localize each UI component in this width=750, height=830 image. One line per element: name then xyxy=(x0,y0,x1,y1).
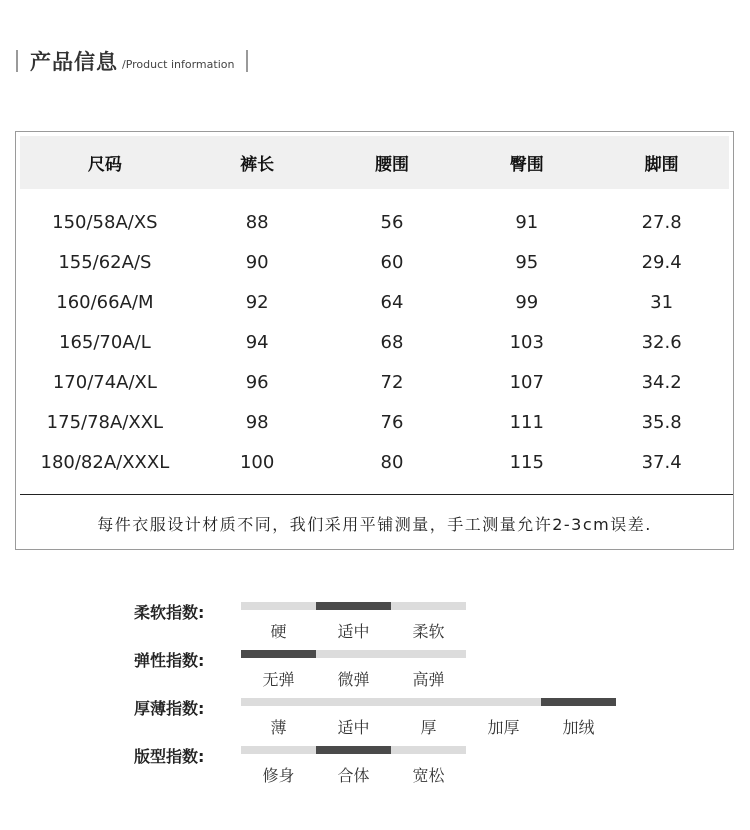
column-header: 臀围 xyxy=(509,155,544,175)
table-row xyxy=(20,282,729,322)
index-row xyxy=(0,648,750,688)
table-row xyxy=(20,402,729,442)
measurement-cell: 56 xyxy=(380,211,404,233)
measurement-cell: 34.2 xyxy=(641,371,682,393)
index-scale-bar xyxy=(241,602,466,610)
size-cell: 180/82A/XXXL xyxy=(40,451,170,473)
size-cell: 165/70A/L xyxy=(59,331,151,353)
index-row xyxy=(0,600,750,640)
measurement-cell: 31 xyxy=(650,291,674,313)
index-label: 弹性指数: xyxy=(134,651,205,670)
size-cell: 170/74A/XL xyxy=(52,371,157,393)
scale-segment-selected xyxy=(241,650,316,658)
index-option-label: 修身 xyxy=(262,766,295,785)
scale-segment xyxy=(466,698,541,706)
index-option-label: 厚 xyxy=(420,718,437,737)
measurement-cell: 76 xyxy=(380,411,404,433)
index-scale-bar xyxy=(241,698,616,706)
scale-segment xyxy=(391,650,466,658)
measurement-cell: 100 xyxy=(239,451,275,473)
measurement-cell: 94 xyxy=(245,331,269,353)
measurement-cell: 90 xyxy=(245,251,269,273)
index-label: 版型指数: xyxy=(134,747,205,766)
index-options xyxy=(241,715,616,738)
measurement-cell: 115 xyxy=(509,451,544,473)
index-options xyxy=(241,763,466,786)
index-option-label: 合体 xyxy=(337,766,370,785)
table-row xyxy=(20,442,729,482)
index-option-label: 柔软 xyxy=(412,622,445,641)
column-header: 尺码 xyxy=(87,155,122,175)
measurement-cell: 91 xyxy=(515,211,539,233)
measurement-cell: 99 xyxy=(515,291,539,313)
scale-segment xyxy=(241,602,316,610)
table-row xyxy=(20,242,729,282)
index-options xyxy=(241,667,466,690)
index-scale-bar xyxy=(241,650,466,658)
column-header: 腰围 xyxy=(374,155,409,175)
size-table xyxy=(15,131,734,550)
index-option-label: 宽松 xyxy=(412,766,445,785)
index-row xyxy=(0,744,750,784)
measurement-cell: 95 xyxy=(515,251,539,273)
index-option-label: 硬 xyxy=(270,622,287,641)
measurement-cell: 80 xyxy=(380,451,404,473)
scale-segment xyxy=(316,650,391,658)
measurement-cell: 60 xyxy=(380,251,404,273)
measurement-cell: 98 xyxy=(245,411,269,433)
measurement-cell: 35.8 xyxy=(641,411,682,433)
index-option-label: 无弹 xyxy=(262,670,295,689)
size-cell: 155/62A/S xyxy=(58,251,152,273)
scale-segment-selected xyxy=(316,746,391,754)
index-option-label: 加绒 xyxy=(562,718,595,737)
measurement-cell: 64 xyxy=(380,291,404,313)
index-option-label: 高弹 xyxy=(412,670,445,689)
measurement-cell: 27.8 xyxy=(641,211,682,233)
scale-segment xyxy=(391,746,466,754)
header-bar-left xyxy=(16,50,18,72)
scale-segment xyxy=(391,602,466,610)
measurement-cell: 29.4 xyxy=(641,251,682,273)
scale-segment-selected xyxy=(316,602,391,610)
scale-segment xyxy=(241,746,316,754)
index-option-label: 适中 xyxy=(337,718,370,737)
index-scale-bar xyxy=(241,746,466,754)
measurement-cell: 37.4 xyxy=(641,451,682,473)
index-option-label: 薄 xyxy=(270,718,287,737)
measurement-note: 每件衣服设计材质不同，我们采用平铺测量，手工测量允许2-3cm误差. xyxy=(97,515,652,534)
index-option-label: 适中 xyxy=(337,622,370,641)
scale-segment-selected xyxy=(541,698,616,706)
measurement-cell: 103 xyxy=(509,331,544,353)
header-bar-right xyxy=(246,50,248,72)
measurement-cell: 72 xyxy=(380,371,404,393)
measurement-cell: 111 xyxy=(509,411,544,433)
size-cell: 160/66A/M xyxy=(56,291,154,313)
table-row xyxy=(20,322,729,362)
measurement-cell: 96 xyxy=(245,371,269,393)
column-header: 脚围 xyxy=(644,155,679,175)
scale-segment xyxy=(316,698,391,706)
size-table-body xyxy=(20,202,729,482)
measurement-cell: 92 xyxy=(245,291,269,313)
index-option-label: 微弹 xyxy=(337,670,370,689)
index-options xyxy=(241,619,466,642)
size-table-header xyxy=(20,136,729,189)
index-option-label: 加厚 xyxy=(487,718,520,737)
section-subtitle: /Product information xyxy=(122,57,235,71)
table-divider xyxy=(20,494,733,495)
table-row xyxy=(20,362,729,402)
measurement-cell: 107 xyxy=(509,371,544,393)
index-row xyxy=(0,696,750,736)
size-cell: 150/58A/XS xyxy=(52,211,158,233)
measurement-cell: 32.6 xyxy=(641,331,682,353)
scale-segment xyxy=(241,698,316,706)
section-title: 产品信息 xyxy=(30,50,118,74)
column-header: 裤长 xyxy=(240,155,275,175)
scale-segment xyxy=(391,698,466,706)
measurement-cell: 68 xyxy=(380,331,404,353)
index-label: 厚薄指数: xyxy=(134,699,205,718)
index-label: 柔软指数: xyxy=(134,603,205,622)
section-header xyxy=(16,48,248,74)
table-row xyxy=(20,202,729,242)
size-cell: 175/78A/XXL xyxy=(46,411,164,433)
measurement-cell: 88 xyxy=(245,211,269,233)
